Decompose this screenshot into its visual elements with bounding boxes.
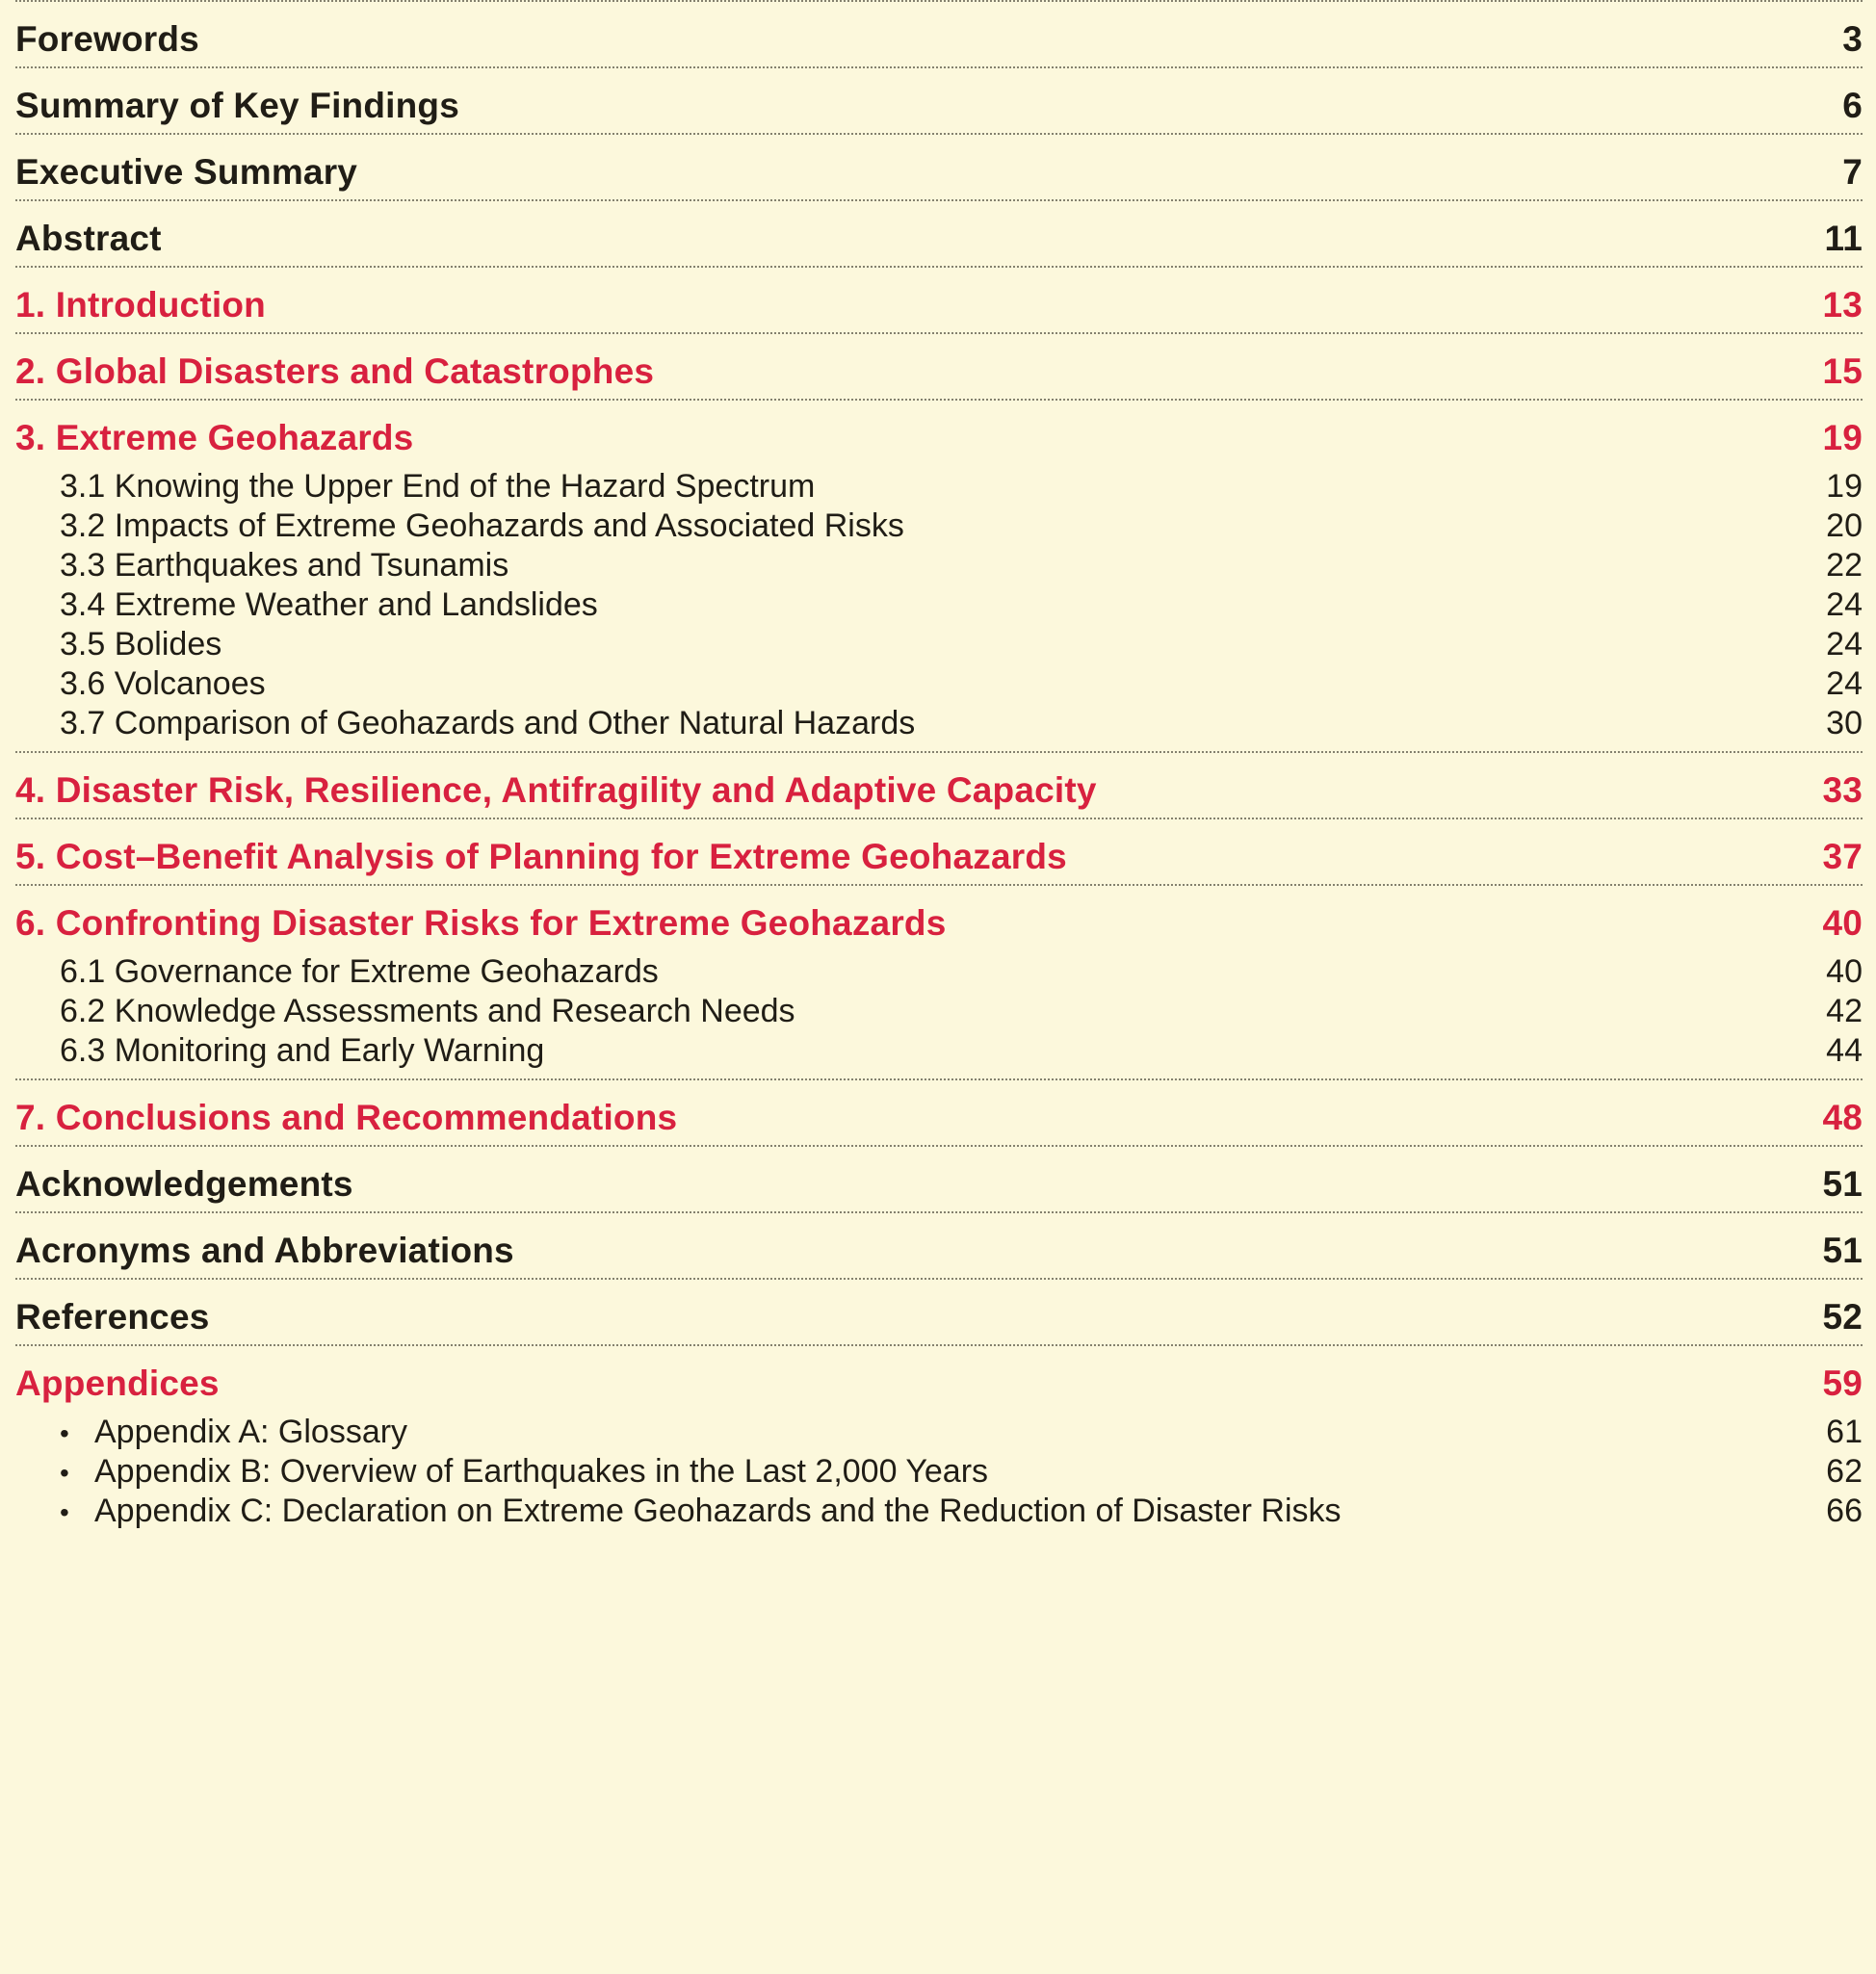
bullet-point-icon: •	[60, 1418, 69, 1448]
toc-entry-label: 6.2 Knowledge Assessments and Research Needs	[60, 993, 795, 1029]
dotted-separator	[15, 332, 1863, 334]
dotted-separator	[15, 399, 1863, 401]
toc-page-number: 19	[1822, 418, 1863, 457]
toc-page-number: 24	[1826, 626, 1863, 662]
toc-entry-label: 6. Confronting Disaster Risks for Extreme Geohazards	[15, 903, 947, 943]
toc-entry-label	[60, 1490, 1342, 1530]
dotted-separator	[15, 818, 1863, 819]
toc-entry-label: 3.5 Bolides	[60, 626, 222, 662]
toc-entry-label: Acronyms and Abbreviations	[15, 1231, 514, 1270]
toc-chapter-row[interactable]	[15, 268, 1863, 332]
toc-subentry-row[interactable]	[15, 702, 1863, 741]
toc-chapter-row[interactable]	[15, 886, 1863, 950]
toc-subentry-row[interactable]	[15, 544, 1863, 584]
toc-entry-text: Appendix A: Glossary	[94, 1414, 408, 1450]
toc-page-number: 40	[1822, 903, 1863, 943]
toc-entry-text: Appendix B: Overview of Earthquakes in the Last 2,000 Years	[94, 1453, 989, 1490]
section-gap	[15, 1069, 1863, 1078]
toc-page-number: 61	[1826, 1414, 1863, 1450]
toc-page-number: 40	[1826, 953, 1863, 990]
toc-page-number: 66	[1826, 1493, 1863, 1529]
toc-chapter-row[interactable]	[15, 1346, 1863, 1411]
toc-entry-label: Abstract	[15, 219, 162, 258]
toc-entry-label: 5. Cost–Benefit Analysis of Planning for Extreme Geohazards	[15, 837, 1067, 876]
dotted-separator	[15, 0, 1863, 2]
toc-subentry-row[interactable]	[15, 623, 1863, 662]
toc-page-number: 24	[1826, 665, 1863, 702]
toc-frontmatter-row[interactable]	[15, 2, 1863, 66]
toc-page-number: 15	[1822, 351, 1863, 391]
toc-frontmatter-row[interactable]	[15, 1147, 1863, 1211]
toc-page-number: 24	[1826, 586, 1863, 623]
toc-entry-label	[60, 1450, 988, 1491]
toc-frontmatter-row[interactable]	[15, 201, 1863, 266]
toc-chapter-row[interactable]	[15, 753, 1863, 818]
dotted-separator	[15, 1344, 1863, 1346]
toc-entry-label: Appendices	[15, 1364, 220, 1403]
toc-chapter-row[interactable]	[15, 401, 1863, 465]
toc-entry-label: 3. Extreme Geohazards	[15, 418, 414, 457]
toc-page-number: 22	[1826, 547, 1863, 584]
toc-page-number: 48	[1822, 1098, 1863, 1137]
toc-page-number: 52	[1822, 1297, 1863, 1337]
toc-subentry-row[interactable]	[15, 1029, 1863, 1069]
dotted-separator	[15, 1278, 1863, 1280]
toc-page-number: 37	[1822, 837, 1863, 876]
toc-entry-label: 7. Conclusions and Recommendations	[15, 1098, 678, 1137]
toc-page-number: 59	[1822, 1364, 1863, 1403]
toc-frontmatter-row[interactable]	[15, 68, 1863, 133]
dotted-separator	[15, 199, 1863, 201]
toc-entry-label: 1. Introduction	[15, 285, 266, 325]
toc-appendix-row[interactable]	[15, 1450, 1863, 1490]
bullet-point-icon: •	[60, 1497, 69, 1527]
toc-entry-text: Appendix C: Declaration on Extreme Geohazards and the Reduction of Disaster Risks	[94, 1493, 1342, 1529]
toc-subentry-row[interactable]	[15, 662, 1863, 702]
toc-chapter-row[interactable]	[15, 819, 1863, 884]
bullet-point-icon: •	[60, 1458, 69, 1488]
toc-entry-label: 6.1 Governance for Extreme Geohazards	[60, 953, 659, 990]
toc-page-number: 19	[1826, 468, 1863, 505]
toc-chapter-row[interactable]	[15, 1080, 1863, 1145]
toc-page-number: 42	[1826, 993, 1863, 1029]
toc-page-number: 13	[1822, 285, 1863, 325]
dotted-separator	[15, 1078, 1863, 1080]
toc-subentry-row[interactable]	[15, 990, 1863, 1029]
toc-subentry-row[interactable]	[15, 505, 1863, 544]
dotted-separator	[15, 1145, 1863, 1147]
toc-appendix-row[interactable]	[15, 1490, 1863, 1529]
toc-entry-label: 4. Disaster Risk, Resilience, Antifragility and Adaptive Capacity	[15, 770, 1097, 810]
toc-page-number: 7	[1842, 152, 1863, 192]
toc-entry-label: 2. Global Disasters and Catastrophes	[15, 351, 655, 391]
toc-page-number: 62	[1826, 1453, 1863, 1490]
toc-entry-label: References	[15, 1297, 210, 1337]
toc-entry-label: 3.2 Impacts of Extreme Geohazards and Associated Risks	[60, 507, 904, 544]
dotted-separator	[15, 1211, 1863, 1213]
toc-frontmatter-row[interactable]	[15, 135, 1863, 199]
dotted-separator	[15, 66, 1863, 68]
toc-entry-label: 3.4 Extreme Weather and Landslides	[60, 586, 598, 623]
toc-entry-label: 3.7 Comparison of Geohazards and Other Natural Hazards	[60, 705, 916, 741]
toc-appendix-row[interactable]	[15, 1411, 1863, 1450]
toc-subentry-row[interactable]	[15, 465, 1863, 505]
toc-entry-label	[60, 1411, 407, 1451]
toc-page-number: 6	[1842, 86, 1863, 125]
toc-entry-label: Acknowledgements	[15, 1164, 353, 1204]
dotted-separator	[15, 266, 1863, 268]
toc-subentry-row[interactable]	[15, 950, 1863, 990]
toc-entry-label: Summary of Key Findings	[15, 86, 460, 125]
toc-frontmatter-row[interactable]	[15, 1280, 1863, 1344]
toc-entry-label: 3.3 Earthquakes and Tsunamis	[60, 547, 509, 584]
toc-entry-label: 6.3 Monitoring and Early Warning	[60, 1032, 545, 1069]
toc-entry-label: Forewords	[15, 19, 199, 59]
toc-page-number: 11	[1824, 219, 1863, 258]
toc-entry-label: 3.1 Knowing the Upper End of the Hazard Spectrum	[60, 468, 816, 505]
toc-page-number: 51	[1822, 1164, 1863, 1204]
toc-page-number: 44	[1826, 1032, 1863, 1069]
toc-page-number: 51	[1822, 1231, 1863, 1270]
section-gap	[15, 741, 1863, 751]
toc-page-number: 33	[1822, 770, 1863, 810]
dotted-separator	[15, 884, 1863, 886]
toc-frontmatter-row[interactable]	[15, 1213, 1863, 1278]
toc-page-number: 3	[1842, 19, 1863, 59]
dotted-separator	[15, 751, 1863, 753]
dotted-separator	[15, 133, 1863, 135]
toc-page-number: 20	[1826, 507, 1863, 544]
toc-chapter-row[interactable]	[15, 334, 1863, 399]
toc-subentry-row[interactable]	[15, 584, 1863, 623]
toc-entry-label: 3.6 Volcanoes	[60, 665, 266, 702]
toc-page-number: 30	[1826, 705, 1863, 741]
toc-entry-label: Executive Summary	[15, 152, 358, 192]
